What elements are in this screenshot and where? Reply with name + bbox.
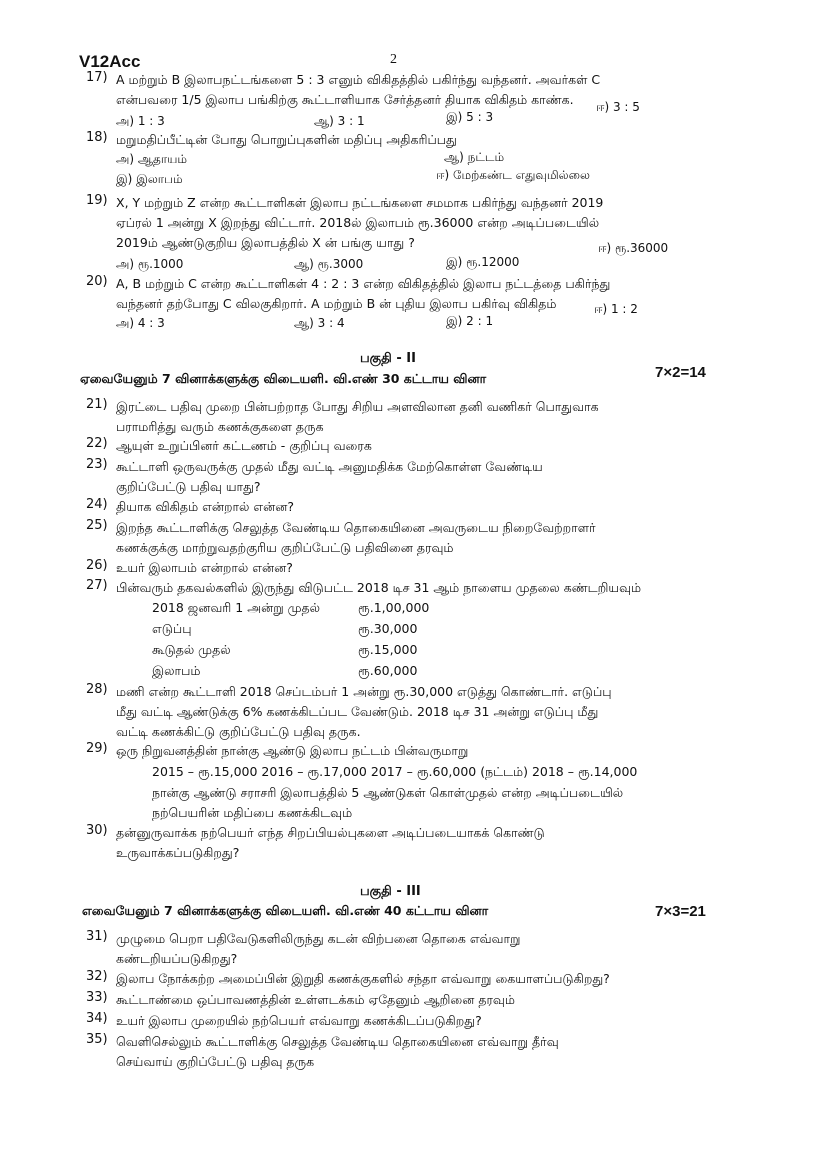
question-number: 26) xyxy=(86,558,108,573)
option-d: ஈ) மேற்கண்ட எதுவுமில்லை xyxy=(436,168,590,182)
question-text-line: பராமரித்து வரும் கணக்குகளை தருக xyxy=(116,419,324,434)
question-text-line: இலாப நோக்கற்ற அமைப்பின் இறுதி கணக்குகளில் சந்தா எவ்வாறு கையாளப்படுகிறது? xyxy=(116,971,610,986)
question-number: 25) xyxy=(86,518,108,533)
question-text-line: A மற்றும் B இலாபநட்டங்களை 5 : 3 எனும் விகிதத்தில் பகிர்ந்து வந்தனர். அவர்கள் C xyxy=(116,72,601,87)
paper-code: V12Acc xyxy=(79,52,141,71)
question-text-line: 2015 – ரூ.15,000 2016 – ரூ.17,000 2017 – ரூ.60,000 (நட்டம்) 2018 – ரூ.14,000 xyxy=(152,764,638,779)
question-text-line: உருவாக்கப்படுகிறது? xyxy=(116,845,240,860)
table-value: ரூ.1,00,000 xyxy=(358,600,430,615)
option-a: அ) ரூ.1000 xyxy=(116,257,184,271)
option-b: ஆ) 3 : 1 xyxy=(314,114,365,128)
question-text-line: கூட்டாளி ஒருவருக்கு முதல் மீது வட்டி அனுமதிக்க மேற்கொள்ள வேண்டிய xyxy=(116,459,543,474)
question-text-line: குறிப்பேட்டு பதிவு யாது? xyxy=(116,479,261,494)
question-number: 19) xyxy=(86,193,108,208)
option-c: இ) 5 : 3 xyxy=(446,110,494,124)
question-text-line: முழுமை பெறா பதிவேடுகளிலிருந்து கடன் விற்பனை தொகை எவ்வாறு xyxy=(116,931,521,946)
option-a: அ) ஆதாயம் xyxy=(116,152,188,166)
option-a: அ) 1 : 3 xyxy=(116,114,165,128)
table-value: ரூ.60,000 xyxy=(358,663,418,678)
part-2-instruction: ஏவையேனும் 7 வினாக்களுக்கு விடையளி. வி.எண் 30 கட்டாய வினா xyxy=(80,371,487,386)
question-number: 29) xyxy=(86,741,108,756)
question-number: 27) xyxy=(86,578,108,593)
question-text-line: இரட்டை பதிவு முறை பின்பற்றாத போது சிறிய அளவிலான தனி வணிகர் பொதுவாக xyxy=(116,399,599,414)
question-text-line: மறுமதிப்பீட்டின் போது பொறுப்புகளின் மதிப்பு அதிகரிப்பது xyxy=(116,132,457,147)
question-text-line: தியாக விகிதம் என்றால் என்ன? xyxy=(116,499,294,514)
question-text-line: உயர் இலாப முறையில் நற்பெயர் எவ்வாறு கணக்கிடப்படுகிறது? xyxy=(116,1013,482,1028)
question-text-line: வெளிசெல்லும் கூட்டாளிக்கு செலுத்த வேண்டிய தொகையினை எவ்வாறு தீர்வு xyxy=(116,1034,559,1049)
table-label: இலாபம் xyxy=(152,663,201,678)
question-text-line: 2019ம் ஆண்டுகுறிய இலாபத்தில் X ன் பங்கு யாது ? xyxy=(116,235,415,250)
question-text-line: ஆயுள் உறுப்பினர் கட்டணம் - குறிப்பு வரைக xyxy=(116,438,372,453)
option-c: இ) இலாபம் xyxy=(116,172,183,186)
option-b: ஆ) நட்டம் xyxy=(444,150,505,164)
question-text-line: கூட்டாண்மை ஒப்பாவணத்தின் உள்ளடக்கம் ஏதேனும் ஆறினை தரவும் xyxy=(116,992,515,1007)
question-number: 32) xyxy=(86,969,108,984)
part-3-instruction: எவையேனும் 7 வினாக்களுக்கு விடையளி. வி.எண் 40 கட்டாய வினா xyxy=(82,903,489,918)
question-number: 22) xyxy=(86,436,108,451)
question-text-line: நற்பெயரின் மதிப்பை கணக்கிடவும் xyxy=(152,805,353,820)
question-text-line: வந்தனர் தற்போது C விலகுகிறார். A மற்றும் B ன் புதிய இலாப பகிர்வு விகிதம் xyxy=(116,296,557,311)
question-text-line: A, B மற்றும் C என்ற கூட்டாளிகள் 4 : 2 : 3 என்ற விகிதத்தில் இலாப நட்டத்தை பகிர்ந்து xyxy=(116,276,611,291)
question-number: 34) xyxy=(86,1011,108,1026)
question-number: 23) xyxy=(86,457,108,472)
question-text-line: ஒரு நிறுவனத்தின் நான்கு ஆண்டு இலாப நட்டம் பின்வருமாறு xyxy=(116,743,469,758)
option-d: ஈ) ரூ.36000 xyxy=(598,241,669,255)
option-b: ஆ) 3 : 4 xyxy=(294,316,345,330)
table-value: ரூ.30,000 xyxy=(358,621,418,636)
part-2-title: பகுதி - II xyxy=(360,351,416,366)
option-a: அ) 4 : 3 xyxy=(116,316,165,330)
question-number: 20) xyxy=(86,274,108,289)
question-text-line: தன்னுருவாக்க நற்பெயர் எந்த சிறப்பியல்புகளை அடிப்படையாகக் கொண்டு xyxy=(116,825,545,840)
option-b: ஆ) ரூ.3000 xyxy=(294,257,364,271)
question-text-line: வட்டி கணக்கிட்டு குறிப்பேட்டு பதிவு தருக. xyxy=(116,724,361,739)
question-number: 24) xyxy=(86,497,108,512)
part-3-title: பகுதி - III xyxy=(360,884,421,899)
part-3-marks: 7×3=21 xyxy=(655,903,706,920)
question-text-line: கணக்குக்கு மாற்றுவதற்குரிய குறிப்பேட்டு பதிவினை தரவும் xyxy=(116,540,454,555)
question-text-line: ஏப்ரல் 1 அன்று X இறந்து விட்டார். 2018ல் இலாபம் ரூ.36000 என்ற அடிப்படையில் xyxy=(116,215,600,230)
question-number: 28) xyxy=(86,682,108,697)
option-c: இ) 2 : 1 xyxy=(446,314,494,328)
question-text-line: X, Y மற்றும் Z என்ற கூட்டாளிகள் இலாப நட்டங்களை சமமாக பகிர்ந்து வந்தனர் 2019 xyxy=(116,195,604,210)
question-text-line: பின்வரும் தகவல்களில் இருந்து விடுபட்ட 2018 டிச 31 ஆம் நாளைய முதலை கண்டறியவும் xyxy=(116,580,642,595)
page-number: 2 xyxy=(390,52,397,67)
question-number: 17) xyxy=(86,70,108,85)
table-value: ரூ.15,000 xyxy=(358,642,418,657)
question-text-line: இறந்த கூட்டாளிக்கு செலுத்த வேண்டிய தொகையினை அவருடைய நிறைவேற்றாளர் xyxy=(116,520,596,535)
question-text-line: கண்டறியப்படுகிறது? xyxy=(116,951,238,966)
table-label: எடுப்பு xyxy=(152,621,192,636)
question-number: 18) xyxy=(86,130,108,145)
question-number: 30) xyxy=(86,823,108,838)
question-number: 33) xyxy=(86,990,108,1005)
question-text-line: என்பவரை 1/5 இலாப பங்கிற்கு கூட்டாளியாக சேர்த்தனர் தியாக விகிதம் காண்க. xyxy=(116,92,574,107)
option-d: ஈ) 3 : 5 xyxy=(596,100,640,114)
table-label: கூடுதல் முதல் xyxy=(152,642,231,657)
question-text-line: மணி என்ற கூட்டாளி 2018 செப்டம்பர் 1 அன்று ரூ.30,000 எடுத்து கொண்டார். எடுப்பு xyxy=(116,684,612,699)
question-number: 31) xyxy=(86,929,108,944)
table-label: 2018 ஜனவரி 1 அன்று முதல் xyxy=(152,600,321,615)
question-text-line: உயர் இலாபம் என்றால் என்ன? xyxy=(116,560,293,575)
option-d: ஈ) 1 : 2 xyxy=(594,302,638,316)
question-number: 21) xyxy=(86,397,108,412)
question-text-line: மீது வட்டி ஆண்டுக்கு 6% கணக்கிடப்பட வேண்டும். 2018 டிச 31 அன்று எடுப்பு மீது xyxy=(116,704,599,719)
question-text-line: செய்வாய் குறிப்பேட்டு பதிவு தருக xyxy=(116,1054,315,1069)
question-number: 35) xyxy=(86,1032,108,1047)
question-text-line: நான்கு ஆண்டு சராசரி இலாபத்தில் 5 ஆண்டுகள் கொள்முதல் என்ற அடிப்படையில் xyxy=(152,785,624,800)
part-2-marks: 7×2=14 xyxy=(655,364,706,381)
option-c: இ) ரூ.12000 xyxy=(446,255,520,269)
